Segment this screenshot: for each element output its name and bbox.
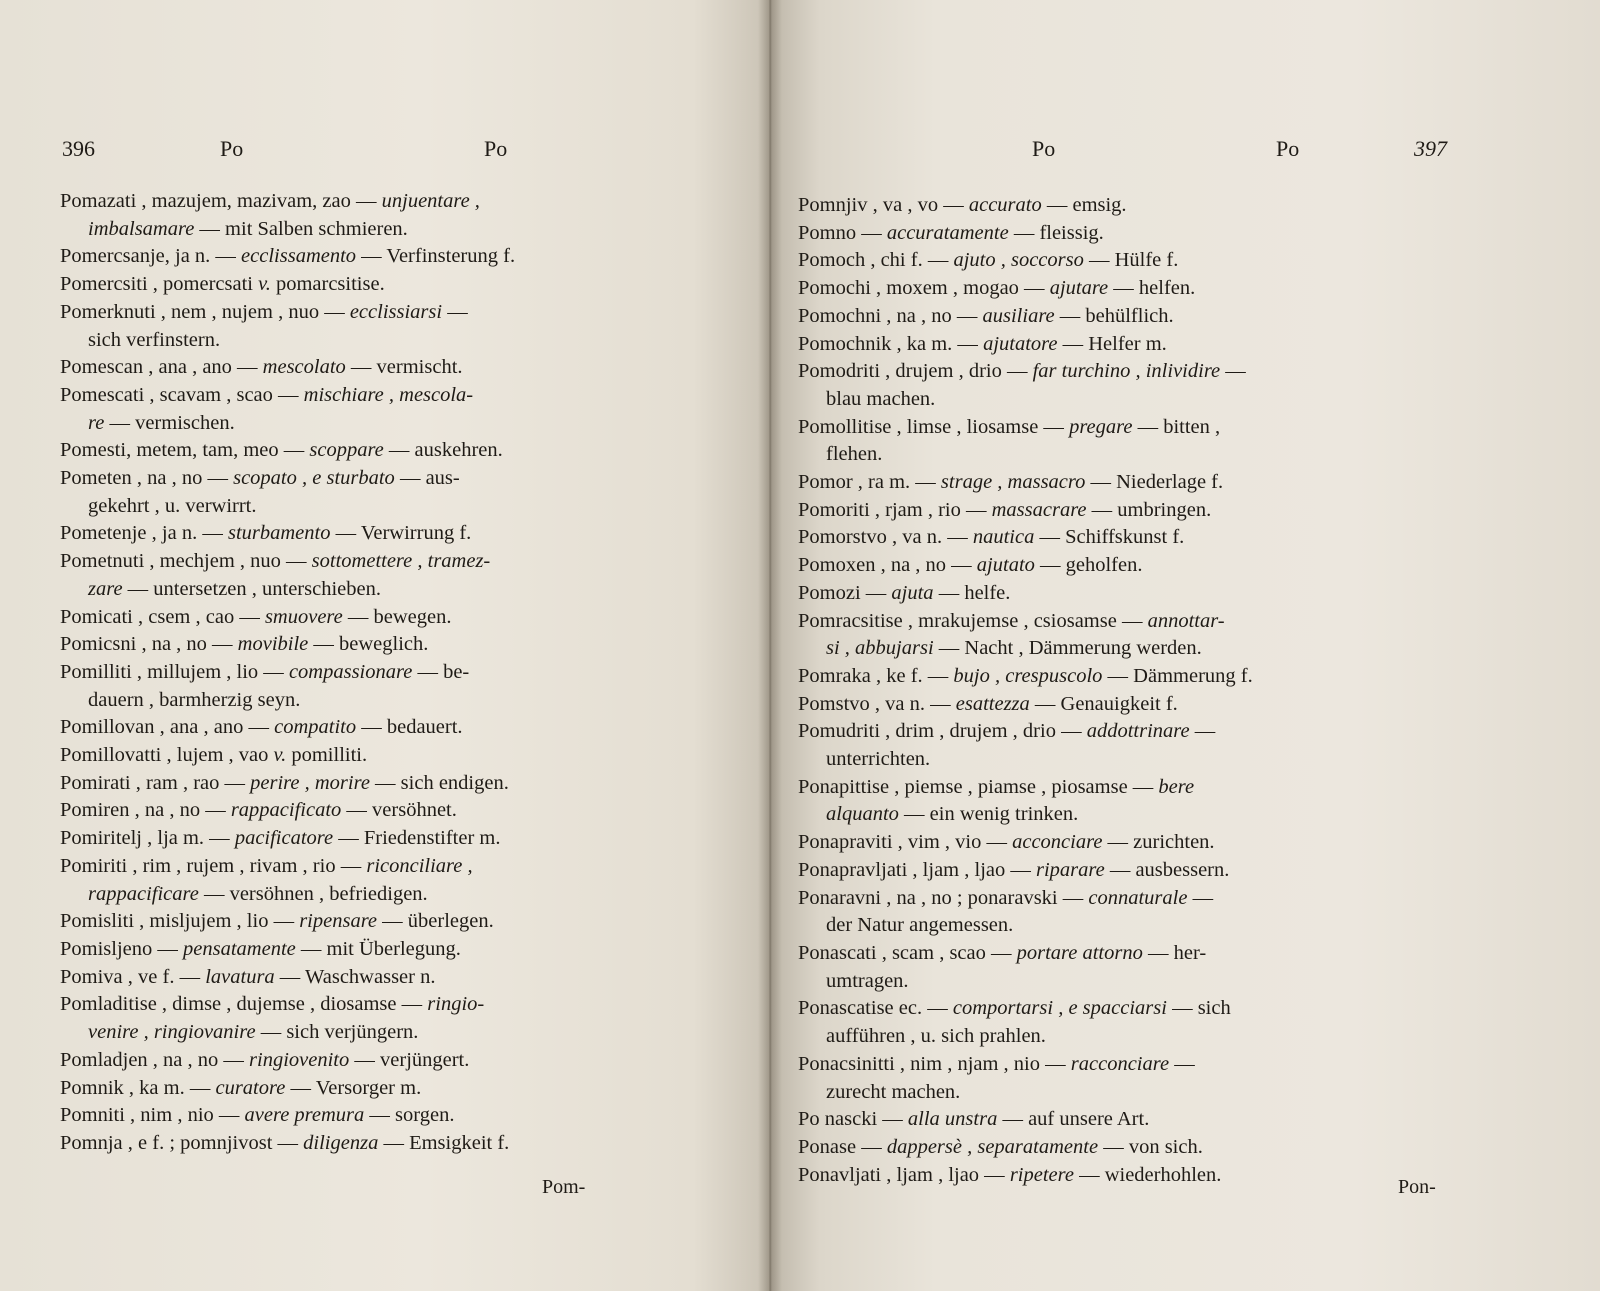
entry-headword: Pomnjiv , va , vo — — [798, 194, 964, 216]
entry-italian: accurato — [968, 194, 1042, 216]
entry-headword: Pomillovan , ana , ano — — [60, 716, 269, 739]
entry-german: — wiederhohlen. — [1079, 1163, 1222, 1186]
dictionary-entry — [798, 857, 1438, 885]
entry-german: — fleissig. — [1013, 221, 1104, 244]
dictionary-entry — [60, 520, 640, 548]
entry-headword: Pomraka , ke f. — — [798, 664, 949, 687]
entry-italian: alla unstra — [907, 1108, 998, 1131]
entry-continuation — [60, 327, 640, 355]
entry-headword: Pomisljeno — — [60, 937, 178, 960]
entry-headword: Pometen , na , no — — [60, 467, 228, 490]
entry-headword: Pomilliti , millujem , lio — — [60, 660, 284, 683]
entry-headword: Pomno — — [798, 221, 882, 244]
entry-italian: curatore — [215, 1076, 286, 1099]
dictionary-entry — [60, 797, 640, 825]
dictionary-entry — [60, 188, 640, 243]
dictionary-entry — [798, 414, 1438, 469]
entry-italian: bujo , crespuscolo — [953, 664, 1103, 687]
entry-german: — bedauert. — [361, 716, 463, 739]
dictionary-entry — [798, 524, 1438, 552]
entry-italian: mescolato — [262, 356, 346, 379]
entry-german: — beweglich. — [313, 633, 429, 656]
entry-headword: Po nascki — — [798, 1108, 903, 1131]
entry-headword: Pomiriti , rim , rujem , rivam , rio — — [60, 854, 362, 877]
entry-italian: accuratamente — [886, 221, 1009, 244]
entry-italian: compassionare — [288, 660, 413, 683]
dictionary-entry — [798, 303, 1438, 331]
entry-german: gekehrt , u. verwirrt. — [88, 494, 257, 517]
entry-italian: sturbamento — [227, 522, 331, 545]
entry-headword: Pomoriti , rjam , rio — — [798, 498, 987, 521]
entry-headword: Ponacsinitti , nim , njam , nio — — [798, 1052, 1066, 1075]
entry-headword: Pomazati , mazujem, mazivam, zao — — [60, 190, 377, 212]
entry-headword: Pomniti , nim , nio — — [60, 1104, 240, 1127]
entry-italian: connaturale — [1088, 886, 1188, 909]
entry-german: — versöhnet. — [346, 799, 457, 822]
dictionary-entry — [60, 548, 640, 603]
entry-german: — sorgen. — [369, 1104, 455, 1127]
running-head-left: Po — [1032, 136, 1056, 161]
entry-german: — mit Überlegung. — [300, 937, 461, 960]
entry-headword: Pomollitise , limse , liosamse — — [798, 415, 1064, 438]
entry-continuation — [60, 493, 640, 521]
running-head-right: Po — [1276, 136, 1300, 161]
dictionary-entry — [798, 940, 1438, 995]
entry-headword: Pometnuti , mechjem , nuo — — [60, 550, 307, 573]
entry-german: pomarcsitise. — [275, 273, 385, 296]
entry-german: — auf unsere Art. — [1002, 1108, 1150, 1131]
dictionary-entry — [798, 275, 1438, 303]
entry-italian: ringio- — [427, 993, 485, 1016]
entry-list — [60, 188, 640, 1158]
entry-german: pomilliti. — [291, 744, 368, 767]
entry-italian: avere premura — [244, 1104, 365, 1127]
entry-continuation — [60, 410, 640, 438]
dictionary-entry — [798, 331, 1438, 359]
entry-italian: unjuentare , — [381, 190, 480, 212]
entry-continuation — [798, 746, 1438, 774]
entry-italian: dappersè , separatamente — [886, 1135, 1099, 1158]
entry-headword: Pomescati , scavam , scao — — [60, 383, 299, 406]
dictionary-entry — [60, 742, 640, 770]
entry-german: — zurichten. — [1107, 831, 1215, 854]
dictionary-entry — [798, 774, 1438, 829]
entry-headword: Pomnik , ka m. — — [60, 1076, 211, 1099]
dictionary-entry — [60, 382, 640, 437]
dictionary-entry — [798, 663, 1438, 691]
entry-italian: ajutare — [1049, 277, 1109, 300]
entry-german: — helfe. — [938, 581, 1011, 604]
dictionary-entry — [60, 354, 640, 382]
entry-italian: v. — [273, 744, 287, 767]
entry-italian: movibile — [237, 633, 309, 656]
entry-headword: Pomescan , ana , ano — — [60, 356, 258, 379]
entry-german: dauern , barmherzig seyn. — [88, 688, 301, 711]
left-page — [0, 0, 770, 1291]
entry-headword: Pomisliti , misljujem , lio — — [60, 910, 295, 933]
entry-italian: ajuta — [891, 581, 934, 604]
entry-german: sich verfinstern. — [88, 328, 221, 351]
entry-headword: Pomochnik , ka m. — — [798, 332, 978, 355]
dictionary-entry — [798, 1162, 1438, 1190]
entry-headword: Pomstvo , va n. — — [798, 692, 951, 715]
entry-continuation — [798, 801, 1438, 829]
entry-german: — bitten , — [1137, 415, 1221, 438]
dictionary-entry — [60, 243, 640, 271]
entry-german: — — [447, 300, 468, 323]
entry-german: — sich verjüngern. — [260, 1021, 419, 1044]
entry-german: — Emsigkeit f. — [383, 1131, 510, 1154]
entry-german: — Niederlage f. — [1090, 471, 1224, 494]
entry-headword: Pomiva , ve f. — — [60, 965, 201, 988]
dictionary-entry — [60, 1047, 640, 1075]
dictionary-entry — [798, 829, 1438, 857]
entry-german: — geholfen. — [1040, 554, 1143, 577]
entry-continuation — [798, 635, 1438, 663]
entry-italian: ripensare — [299, 910, 378, 933]
dictionary-entry — [60, 271, 640, 299]
dictionary-entry — [60, 1075, 640, 1103]
page-number: 397 — [1414, 136, 1447, 161]
entry-headword: Pomiren , na , no — — [60, 799, 226, 822]
entry-italian: ripetere — [1009, 1163, 1074, 1186]
entry-italian: mischiare , mescola- — [303, 383, 474, 406]
entry-german: — Friedenstifter m. — [338, 827, 501, 850]
entry-italian: zare — [88, 577, 123, 600]
entry-german: — umbringen. — [1091, 498, 1212, 521]
entry-german: — aus- — [399, 467, 460, 490]
page-number: 396 — [62, 136, 95, 161]
entry-continuation — [798, 968, 1438, 996]
entry-italian: v. — [258, 273, 271, 296]
entry-german: — Hülfe f. — [1088, 249, 1179, 272]
dictionary-entry — [798, 995, 1438, 1050]
entry-headword: Ponascati , scam , scao — — [798, 941, 1012, 964]
entry-headword: Ponapittise , piemse , piamse , piosamse — — [798, 775, 1154, 798]
entry-italian: addottrinare — [1086, 720, 1190, 743]
entry-headword: Pomor , ra m. — — [798, 471, 936, 494]
entry-headword: Ponapravljati , ljam , ljao — — [798, 858, 1031, 881]
entry-italian: annottar- — [1147, 609, 1225, 632]
entry-list — [798, 192, 1438, 1189]
entry-german: — Nacht , Dämmerung werden. — [938, 637, 1202, 660]
entry-german: — behülflich. — [1059, 304, 1174, 327]
entry-headword: Pomerknuti , nem , nujem , nuo — — [60, 300, 345, 323]
dictionary-entry — [798, 885, 1438, 940]
entry-german: — auskehren. — [388, 439, 503, 462]
entry-italian: lavatura — [205, 965, 275, 988]
entry-headword: Pomoxen , na , no — — [798, 554, 972, 577]
entry-german: — vermischen. — [109, 411, 235, 434]
entry-headword: Ponase — — [798, 1135, 882, 1158]
entry-headword: Ponavljati , ljam , ljao — — [798, 1163, 1005, 1186]
entry-italian: ecclissiarsi — [349, 300, 443, 323]
entry-italian: ajuto , soccorso — [953, 249, 1084, 272]
entry-german: — Helfer m. — [1062, 332, 1167, 355]
entry-italian: pacificatore — [234, 827, 334, 850]
entry-german: flehen. — [826, 443, 883, 466]
entry-italian: imbalsamare — [88, 217, 195, 240]
entry-italian: portare attorno — [1016, 941, 1143, 964]
entry-italian: riconciliare , — [366, 854, 473, 877]
entry-continuation — [798, 912, 1438, 940]
entry-headword: Pomercsiti , pomercsati — [60, 273, 253, 296]
dictionary-entry — [60, 825, 640, 853]
catchword: Pom- — [542, 1176, 586, 1198]
entry-german: unterrichten. — [826, 748, 931, 771]
entry-german: — be- — [417, 660, 470, 683]
entry-italian: bere — [1158, 775, 1195, 798]
entry-headword: Pomicati , csem , cao — — [60, 605, 260, 628]
entry-headword: Pomodriti , drujem , drio — — [798, 360, 1028, 383]
entry-italian: diligenza — [303, 1131, 379, 1154]
entry-italian: ajutatore — [983, 332, 1058, 355]
entry-german: — Waschwasser n. — [279, 965, 436, 988]
dictionary-entry — [60, 631, 640, 659]
dictionary-entry — [798, 358, 1438, 413]
dictionary-entry — [60, 770, 640, 798]
dictionary-entry — [60, 991, 640, 1046]
entry-continuation — [60, 1019, 640, 1047]
entry-german: — untersetzen , unterschieben. — [127, 577, 381, 600]
entry-german: — her- — [1147, 941, 1207, 964]
entry-italian: sottomettere , tramez- — [311, 550, 491, 573]
entry-german: — Verfinsterung f. — [361, 245, 516, 268]
catchword: Pon- — [1398, 1176, 1436, 1198]
running-head-right: Po — [484, 136, 508, 161]
dictionary-entry — [60, 853, 640, 908]
dictionary-entry — [798, 1051, 1438, 1106]
entry-italian: alquanto — [826, 803, 899, 826]
dictionary-entry — [798, 192, 1438, 220]
entry-headword: Pometenje , ja n. — — [60, 522, 223, 545]
entry-italian: rappacificato — [230, 799, 342, 822]
entry-german: blau machen. — [826, 387, 936, 410]
entry-headword: Ponaravni , na , no ; ponaravski — — [798, 886, 1084, 909]
entry-italian: si , abbujarsi — [826, 637, 934, 660]
dictionary-entry — [60, 714, 640, 742]
entry-italian: pensatamente — [183, 937, 296, 960]
entry-german: — ausbessern. — [1109, 858, 1230, 881]
entry-headword: Ponapraviti , vim , vio — — [798, 831, 1007, 854]
entry-headword: Pomozi — — [798, 581, 887, 604]
entry-headword: Pomladitise , dimse , dujemse , diosamse — — [60, 993, 423, 1016]
entry-headword: Pomirati , ram , rao — — [60, 771, 246, 794]
entry-headword: Pomochni , na , no — — [798, 304, 978, 327]
entry-german: — sich — [1172, 997, 1231, 1020]
entry-italian: smuovere — [264, 605, 343, 628]
entry-german: — verjüngert. — [354, 1048, 470, 1071]
entry-german: umtragen. — [826, 969, 909, 992]
entry-italian: acconciare — [1012, 831, 1103, 854]
entry-italian: far turchino , inlividire — [1032, 360, 1221, 383]
entry-italian: scoppare — [309, 439, 384, 462]
entry-headword: Pomochi , moxem , mogao — — [798, 277, 1045, 300]
entry-headword: Ponascatise ec. — — [798, 997, 948, 1020]
entry-headword: Pomudriti , drim , drujem , drio — — [798, 720, 1082, 743]
entry-german: — emsig. — [1046, 194, 1127, 216]
entry-continuation — [60, 576, 640, 604]
entry-italian: racconciare — [1070, 1052, 1170, 1075]
entry-italian: ausiliare — [982, 304, 1055, 327]
entry-german: — Genauigkeit f. — [1034, 692, 1178, 715]
dictionary-entry — [60, 964, 640, 992]
entry-italian: rappacificare — [88, 882, 199, 905]
entry-italian: massacrare — [991, 498, 1087, 521]
dictionary-entry — [798, 469, 1438, 497]
dictionary-entry — [798, 608, 1438, 663]
dictionary-entry — [60, 908, 640, 936]
entry-german: der Natur angemessen. — [826, 914, 1014, 937]
entry-italian: riparare — [1035, 858, 1105, 881]
dictionary-entry — [798, 497, 1438, 525]
entry-headword: Pomiritelj , lja m. — — [60, 827, 230, 850]
entry-german: — überlegen. — [382, 910, 494, 933]
entry-headword: Pomoch , chi f. — — [798, 249, 949, 272]
dictionary-entry — [60, 1102, 640, 1130]
entry-german: — — [1192, 886, 1214, 909]
entry-italian: scopato , e sturbato — [233, 467, 395, 490]
entry-italian: re — [88, 411, 105, 434]
dictionary-entry — [798, 220, 1438, 248]
entry-german: — von sich. — [1103, 1135, 1203, 1158]
entry-headword: Pomesti, metem, tam, meo — — [60, 439, 305, 462]
entry-german: — — [1174, 1052, 1195, 1075]
dictionary-entry — [60, 465, 640, 520]
dictionary-entry — [60, 1130, 640, 1158]
entry-german: — mit Salben schmieren. — [199, 217, 408, 240]
entry-italian: strage , massacro — [940, 471, 1086, 494]
entry-german: zurecht machen. — [826, 1080, 961, 1103]
entry-headword: Pomorstvo , va n. — — [798, 526, 968, 549]
running-head-left: Po — [220, 136, 244, 161]
entry-headword: Pomicsni , na , no — — [60, 633, 233, 656]
entry-italian: ajutato — [976, 554, 1035, 577]
entry-headword: Pomracsitise , mrakujemse , csiosamse — — [798, 609, 1143, 632]
book-gutter — [758, 0, 782, 1291]
entry-italian: perire , morire — [250, 771, 370, 794]
dictionary-entry — [798, 552, 1438, 580]
entry-german: — Versorger m. — [290, 1076, 422, 1099]
dictionary-entry — [60, 437, 640, 465]
entry-headword: Pomnja , e f. ; pomnjivost — — [60, 1131, 299, 1154]
entry-headword: Pomercsanje, ja n. — — [60, 245, 236, 268]
right-page — [770, 0, 1600, 1291]
entry-german: — Schiffskunst f. — [1039, 526, 1185, 549]
entry-german: aufführen , u. sich prahlen. — [826, 1025, 1046, 1048]
entry-headword: Pomillovatti , lujem , vao — [60, 744, 269, 767]
entry-continuation — [798, 386, 1438, 414]
entry-continuation — [798, 1023, 1438, 1051]
dictionary-entry — [798, 1106, 1438, 1134]
entry-german: — bewegen. — [347, 605, 452, 628]
entry-continuation — [60, 216, 640, 244]
dictionary-entry — [60, 299, 640, 354]
dictionary-entry — [798, 691, 1438, 719]
entry-italian: esattezza — [955, 692, 1030, 715]
entry-continuation — [798, 441, 1438, 469]
dictionary-entry — [798, 718, 1438, 773]
dictionary-entry — [798, 247, 1438, 275]
entry-german: — Dämmerung f. — [1107, 664, 1253, 687]
entry-italian: venire , ringiovanire — [88, 1021, 256, 1044]
entry-german: — — [1194, 720, 1216, 743]
entry-german: — — [1225, 360, 1246, 383]
dictionary-entry — [60, 659, 640, 714]
entry-german: — vermischt. — [350, 356, 463, 379]
entry-continuation — [798, 1079, 1438, 1107]
entry-german: — sich endigen. — [375, 771, 509, 794]
entry-german: — Verwirrung f. — [335, 522, 472, 545]
entry-continuation — [60, 881, 640, 909]
entry-headword: Pomladjen , na , no — — [60, 1048, 244, 1071]
entry-italian: comportarsi , e spacciarsi — [952, 997, 1167, 1020]
entry-german: — ein wenig trinken. — [904, 803, 1079, 826]
entry-german: — helfen. — [1113, 277, 1196, 300]
dictionary-entry — [798, 580, 1438, 608]
dictionary-entry — [60, 936, 640, 964]
entry-german: — versöhnen , befriedigen. — [203, 882, 428, 905]
entry-italian: ecclissamento — [241, 245, 357, 268]
entry-italian: ringiovenito — [249, 1048, 350, 1071]
dictionary-entry — [60, 604, 640, 632]
entry-continuation — [60, 687, 640, 715]
dictionary-entry — [798, 1134, 1438, 1162]
entry-italian: compatito — [274, 716, 357, 739]
entry-italian: nautica — [972, 526, 1035, 549]
entry-italian: pregare — [1069, 415, 1133, 438]
